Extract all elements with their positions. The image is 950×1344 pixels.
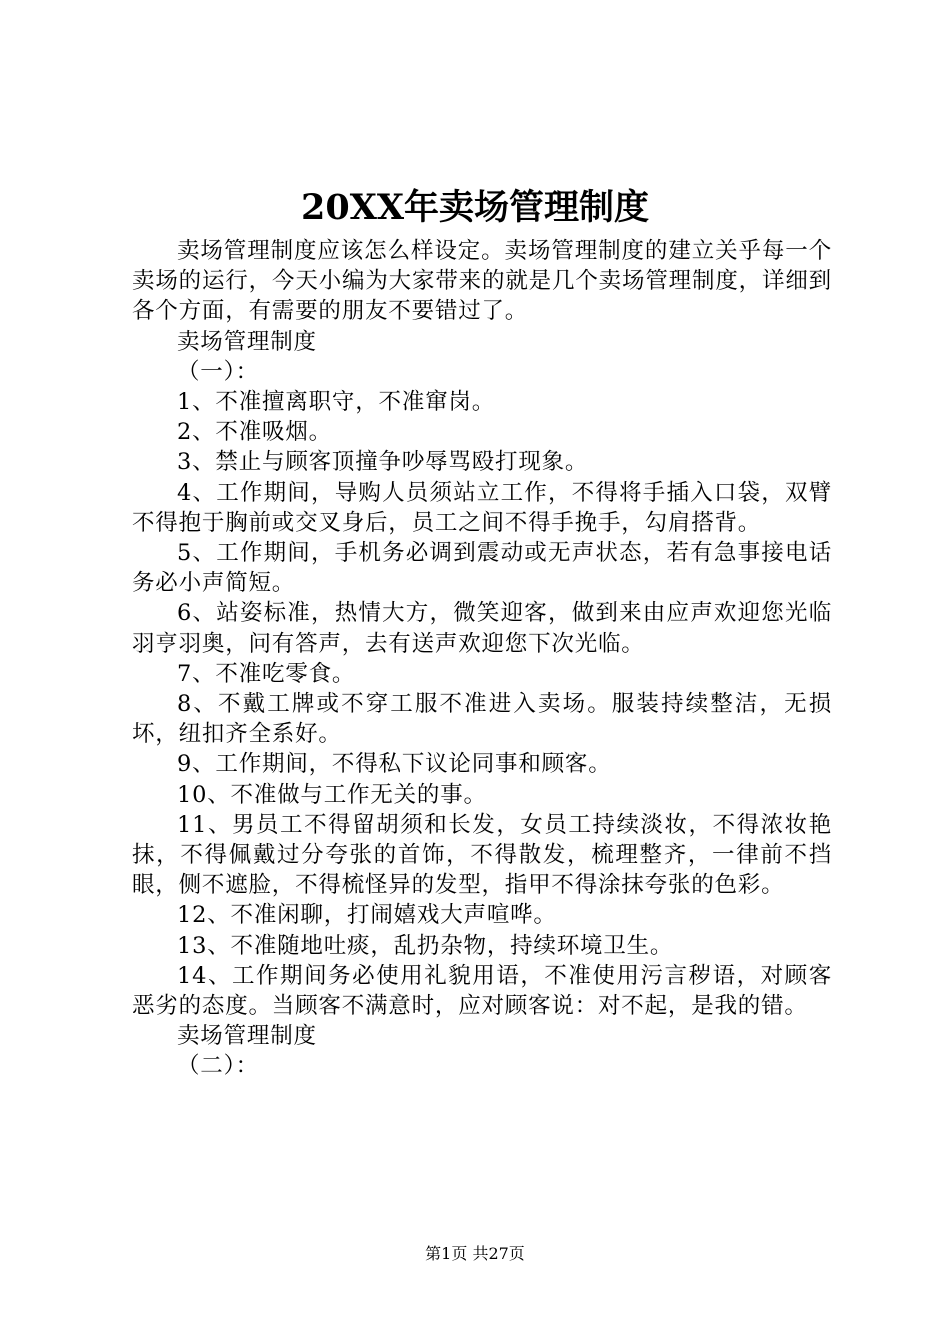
rule-item: 5、工作期间，手机务必调到震动或无声状态，若有急事接电话务必小声简短。 bbox=[132, 540, 832, 597]
rule-item: 13、不准随地吐痰，乱扔杂物，持续环境卫生。 bbox=[177, 932, 674, 959]
rule-item: 11、男员工不得留胡须和长发，女员工持续淡妆，不得浓妆艳抹，不得佩戴过分夸张的首饰，不得散发，梳理整齐，一律前不挡眼，侧不遮脸，不得梳怪异的发型，指甲不得涂抹夸张的色彩。 bbox=[132, 811, 832, 899]
section-subheading: （一）： bbox=[177, 358, 259, 385]
rule-item: 10、不准做与工作无关的事。 bbox=[177, 781, 487, 808]
rule-item: 8、不戴工牌或不穿工服不准进入卖场。服装持续整洁，无损坏，纽扣齐全系好。 bbox=[132, 691, 832, 748]
document-body bbox=[132, 236, 832, 1082]
rule-item: 7、不准吃零食。 bbox=[177, 660, 356, 687]
section-subheading: （二）： bbox=[177, 1053, 259, 1080]
intro-paragraph: 卖场管理制度应该怎么样设定。卖场管理制度的建立关乎每一个卖场的运行，今天小编为大家带来的就是几个卖场管理制度，详细到各个方面，有需要的朋友不要错过了。 bbox=[132, 238, 832, 325]
section-heading: 卖场管理制度 bbox=[177, 1023, 317, 1050]
rule-item: 14、工作期间务必使用礼貌用语，不准使用污言秽语，对顾客恶劣的态度。当顾客不满意时，应对顾客说：对不起，是我的错。 bbox=[132, 962, 832, 1020]
rule-item: 9、工作期间，不得私下议论同事和顾客。 bbox=[177, 751, 612, 778]
rule-item: 1、不准擅离职守，不准窜岗。 bbox=[177, 389, 496, 416]
section-heading: 卖场管理制度 bbox=[177, 328, 317, 355]
rule-item: 4、工作期间，导购人员须站立工作，不得将手插入口袋，双臂不得抱于胸前或交叉身后，员工之间不得手挽手，勾肩搭背。 bbox=[132, 479, 832, 536]
page-title: 20XX年卖场管理制度 bbox=[300, 187, 650, 228]
rule-item: 12、不准闲聊，打闹嬉戏大声喧哗。 bbox=[177, 902, 557, 929]
rule-item: 3、禁止与顾客顶撞争吵辱骂殴打现象。 bbox=[177, 449, 589, 476]
rule-item: 2、不准吸烟。 bbox=[177, 419, 332, 446]
rule-item: 6、站姿标准，热情大方，微笑迎客，做到来由应声欢迎您光临羽亨羽奥，问有答声，去有送声欢迎您下次光临。 bbox=[132, 600, 832, 657]
page-footer: 第1页 共27页 bbox=[425, 1244, 525, 1263]
